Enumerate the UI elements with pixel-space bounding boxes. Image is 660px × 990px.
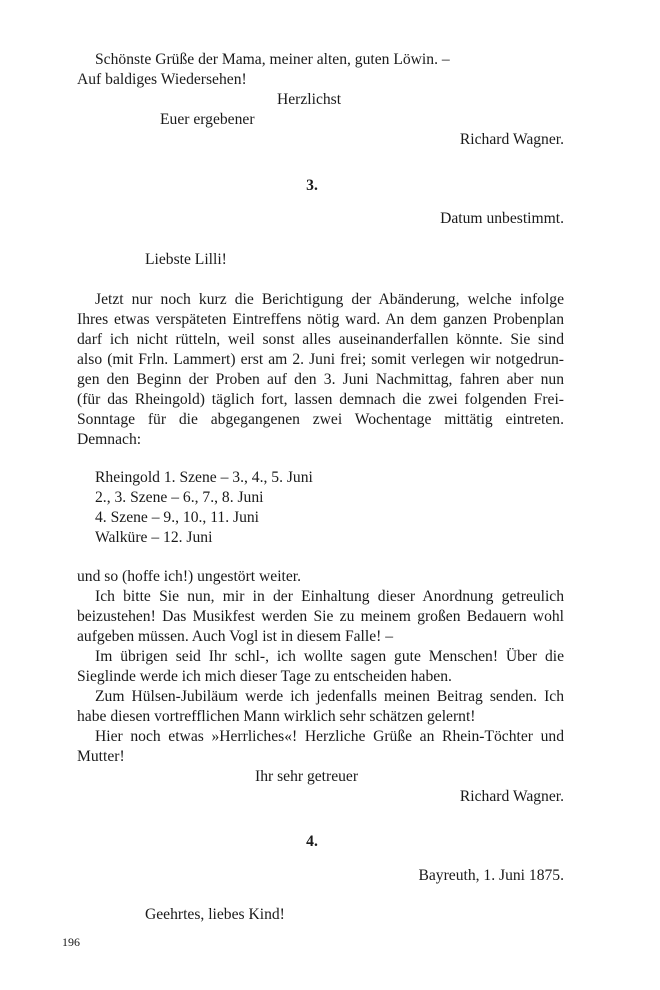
closing-line: Schönste Grüße der Mama, meiner alten, guten Löwin. – (95, 51, 450, 68)
paragraph-line: aufgeben müssen. Auch Vogl ist in diesem Falle! – (77, 628, 394, 645)
signature: Richard Wagner. (459, 131, 564, 148)
paragraph-line: darf ich nicht rütteln, weil sonst alles auseinanderfallen könnte. Sie sind (77, 331, 564, 348)
letter-number: 3. (306, 177, 318, 194)
paragraph-line: Ihres etwas verspäteten Eintreffens nötig ward. An dem ganzen Probenplan (77, 311, 564, 328)
closing-line: Ihr sehr getreuer (255, 768, 359, 785)
closing-line: Auf baldiges Wiedersehen! (77, 71, 247, 88)
paragraph-line: Jetzt nur noch kurz die Berichtigung der Abänderung, welche infolge (95, 291, 564, 308)
paragraph-line: Mutter! (77, 748, 125, 765)
paragraph-line: Im übrigen seid Ihr schl-, ich wollte sagen gute Menschen! Über die (95, 648, 564, 665)
schedule-item: Rheingold 1. Szene – 3., 4., 5. Juni (95, 469, 313, 486)
salutation: Liebste Lilli! (145, 251, 227, 268)
paragraph-line: habe diesen vortrefflichen Mann wirklich sehr schätzen gelernt! (77, 708, 476, 725)
schedule-item: Walküre – 12. Juni (95, 529, 213, 546)
signature: Richard Wagner. (459, 788, 564, 805)
paragraph-line: also (mit Frln. Lammert) erst am 2. Juni frei; somit verlegen wir notgedrun- (77, 351, 564, 368)
schedule-item: 4. Szene – 9., 10., 11. Juni (95, 509, 260, 526)
salutation: Geehrtes, liebes Kind! (145, 906, 285, 923)
schedule-item: 2., 3. Szene – 6., 7., 8. Juni (95, 489, 264, 506)
paragraph-line: Ich bitte Sie nun, mir in der Einhaltung dieser Anordnung getreulich (95, 588, 564, 605)
closing-line: Euer ergebener (160, 111, 255, 128)
letter-date: Bayreuth, 1. Juni 1875. (418, 867, 564, 884)
paragraph-line: Zum Hülsen-Jubiläum werde ich jedenfalls meinen Beitrag senden. Ich (95, 688, 564, 705)
paragraph-line: Demnach: (77, 431, 142, 448)
paragraph-line: Hier noch etwas »Herrliches«! Herzliche Grüße an Rhein-Töchter und (95, 728, 564, 745)
page-number: 196 (62, 935, 80, 949)
closing-line: Herzlichst (277, 91, 342, 108)
letter-date: Datum unbestimmt. (440, 210, 564, 227)
paragraph-line: gen den Beginn der Proben auf den 3. Juni Nachmittag, fahren aber nun (77, 371, 564, 388)
paragraph-line: Sonntage für die abgegangenen zwei Wochentage mittätig eintreten. (77, 411, 564, 428)
paragraph-line: und so (hoffe ich!) ungestört weiter. (77, 568, 302, 585)
paragraph-line: Sieglinde werde ich mich dieser Tage zu entscheiden haben. (77, 668, 452, 685)
paragraph-line: (für das Rheingold) täglich fort, lassen demnach die zwei folgenden Frei- (77, 391, 564, 408)
paragraph-line: beizustehen! Das Musikfest werden Sie zu meinem großen Bedauern wohl (77, 608, 564, 625)
letter-number: 4. (306, 833, 318, 850)
